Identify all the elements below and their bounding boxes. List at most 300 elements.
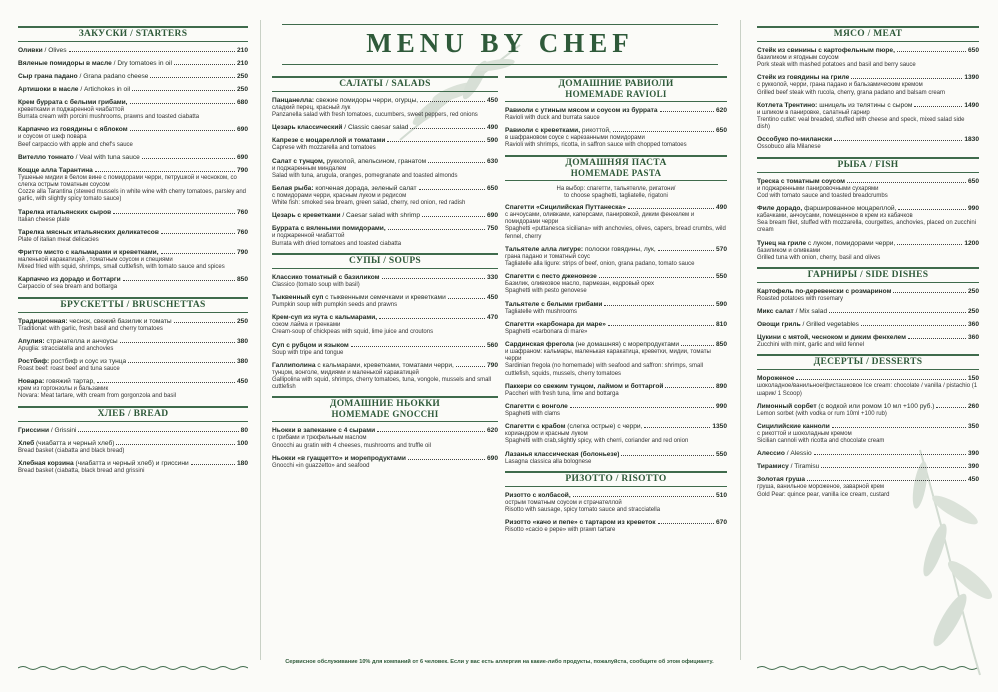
menu-item-line xyxy=(272,455,498,463)
section-heading-text: ЗАКУСКИ / STARTERS xyxy=(78,29,188,39)
menu-item-name: Тирамису xyxy=(757,463,789,471)
menu-item-name: Ньокки в запекание с 4 сырами xyxy=(272,427,376,435)
menu-item xyxy=(757,308,979,316)
column-3 xyxy=(505,72,727,539)
menu-item-name: Мороженое xyxy=(757,375,795,383)
menu-item-name: Апулия: xyxy=(18,337,45,345)
leader-dots xyxy=(832,427,966,428)
menu-item-price: 390 xyxy=(967,450,979,458)
menu-item-name-wrap xyxy=(757,102,912,110)
section-heading xyxy=(757,267,979,283)
menu-item-price: 990 xyxy=(967,205,979,213)
menu-item xyxy=(505,107,727,122)
menu-item-name-wrap xyxy=(18,427,76,435)
menu-item-name-wrap xyxy=(757,178,845,186)
leader-dots xyxy=(599,277,714,278)
menu-item-line xyxy=(757,403,979,411)
menu-item-name-extra: говяжий тартар, xyxy=(44,378,95,386)
menu-item-name: Равиоли с утиным мясом и соусом из бурратa xyxy=(505,107,658,114)
menu-item-name-extra: шницель из телятины с сыром xyxy=(817,101,913,109)
menu-item-name: Спагетти с вонголе xyxy=(505,403,568,411)
menu-item xyxy=(18,440,248,455)
menu-item xyxy=(272,124,498,132)
menu-item-price: 250 xyxy=(236,317,248,325)
leader-dots xyxy=(174,322,235,323)
section-fish xyxy=(757,157,979,262)
menu-item-name-wrap xyxy=(18,209,111,217)
section-heading xyxy=(272,396,498,422)
menu-item-name: Гриссини xyxy=(18,426,49,434)
menu-item-name-wrap xyxy=(757,334,906,342)
menu-item xyxy=(18,73,248,81)
menu-item-name: Цукини с мятой, чесноком и диким фенхелем xyxy=(757,334,907,342)
menu-item xyxy=(272,225,498,247)
menu-item xyxy=(18,209,248,224)
menu-item-line xyxy=(757,375,979,383)
menu-item-price: 490 xyxy=(486,124,498,132)
menu-item-description: Lasagna classica alla bolognese xyxy=(505,458,592,465)
menu-item-name-wrap xyxy=(505,451,619,459)
leader-dots xyxy=(379,318,485,319)
menu-item-name: Тальятеле алла лигуре: xyxy=(505,245,584,253)
menu-item xyxy=(505,492,727,514)
menu-item-description: Pumpkin soup with pumpkin seeds and prawns xyxy=(272,302,398,309)
leader-dots xyxy=(897,51,966,52)
menu-item-price: 670 xyxy=(715,519,727,527)
section-heading-text: ДЕСЕРТЫ / DESSERTS xyxy=(813,357,923,368)
menu-item xyxy=(757,476,979,498)
column-4 xyxy=(757,22,979,504)
menu-item-name-wrap xyxy=(757,240,895,248)
menu-item-name: Цезарь классический xyxy=(272,124,343,132)
menu-item-name: Овощи гриль xyxy=(757,321,801,329)
section-heading xyxy=(505,155,727,181)
menu-item-name-extra: (не домашняя) с морепродуктами xyxy=(573,341,680,349)
leader-dots xyxy=(861,325,966,326)
leader-dots xyxy=(174,64,235,65)
menu-item-price: 760 xyxy=(236,228,248,236)
menu-item-line xyxy=(272,212,498,220)
menu-item-price: 790 xyxy=(236,166,248,174)
menu-item xyxy=(272,362,498,392)
menu-item-name: Стейк из говядины на гриле xyxy=(757,74,850,82)
menu-item-name-extra: / Alessio xyxy=(784,450,812,458)
menu-item-name: Артишоки в масле xyxy=(18,86,79,93)
menu-item-price: 650 xyxy=(967,47,979,54)
menu-item-line xyxy=(757,47,979,55)
menu-item xyxy=(757,288,979,303)
menu-item-name: Ризотто с колбасой, xyxy=(505,491,571,499)
menu-item-name: Крем-суп из нута с кальмарами, xyxy=(272,314,378,322)
menu-item-name: Белая рыба: xyxy=(272,185,314,193)
menu-item-name-wrap xyxy=(272,342,349,350)
menu-item-name-wrap xyxy=(505,383,663,391)
menu-item xyxy=(272,185,498,207)
menu-item-name: Тыквенный суп xyxy=(272,294,324,302)
menu-item-name-wrap xyxy=(272,137,385,145)
service-note: Сервисное обслуживание 10% для компаний от 6 человек. Если у вас есть аллергия на какие-либо продукты, пожалуйста, сообщите об этом официанту. xyxy=(285,659,714,665)
menu-item-name-wrap xyxy=(757,423,830,431)
menu-item-name: Новара: xyxy=(18,378,45,386)
menu-item-description: креветками и поджаренной чиабаттой Burrata cream with porcini mushrooms, prawns and toasted ciabatta xyxy=(18,107,200,121)
menu-item-line xyxy=(757,423,979,431)
leader-dots xyxy=(420,101,485,102)
menu-item xyxy=(505,273,727,295)
menu-item-price: 380 xyxy=(236,358,248,366)
menu-item-line xyxy=(272,185,498,193)
menu-item-name: Тунец на гриле xyxy=(757,239,807,247)
menu-item-line xyxy=(272,124,498,132)
menu-item-name: Лазанья классическая (болоньезе) xyxy=(505,450,620,458)
menu-item-name: Картофель по-деревенски с розмарином xyxy=(757,288,892,296)
leader-dots xyxy=(120,342,235,343)
menu-item-price: 570 xyxy=(715,245,727,253)
menu-item-name-wrap xyxy=(505,301,602,309)
column-divider xyxy=(260,20,261,660)
menu-item-price: 1390 xyxy=(964,74,979,82)
menu-item-line xyxy=(757,136,979,144)
menu-item-description: груша, ванильное мороженое, заварной крем Gold Pear: quince pear, vanilla ice cream, custard xyxy=(757,484,890,498)
leader-dots xyxy=(78,431,238,432)
menu-item-name: Кощце алла Тарантина xyxy=(18,166,93,174)
menu-item xyxy=(272,427,498,449)
menu-item xyxy=(18,378,248,400)
menu-item-name-extra: фаршированное моцареллой, xyxy=(802,205,897,213)
menu-item-name-wrap xyxy=(18,73,148,81)
section-heading xyxy=(757,354,979,370)
menu-item-name: Спагетти с крабом xyxy=(505,423,566,431)
menu-item-name: Хлеб xyxy=(18,439,35,447)
menu-item-name-extra: / Classic caesar salad xyxy=(342,124,409,132)
menu-item-price: 690 xyxy=(236,153,248,161)
menu-item-name-wrap xyxy=(18,318,172,326)
menu-item-line xyxy=(272,158,498,166)
page-title: MENU BY CHEF xyxy=(366,28,634,58)
menu-item-name-wrap xyxy=(18,358,126,366)
menu-item-description: Spaghetti «carbonara di mare» xyxy=(505,328,588,335)
menu-item xyxy=(272,274,498,289)
leader-dots xyxy=(893,292,966,293)
menu-item-description: базиликом и оливками Grilled tuna with onion, cherry, basil and olives xyxy=(757,247,881,261)
menu-item-line xyxy=(505,451,727,459)
leader-dots xyxy=(908,338,966,339)
menu-item-name: Тальятеле с белыми грибами xyxy=(505,300,603,308)
menu-item-price: 180 xyxy=(236,459,248,467)
menu-item-name: Хлебная корзина xyxy=(18,459,74,467)
menu-item-name: Цезарь с креветками xyxy=(272,212,341,220)
menu-item xyxy=(757,47,979,69)
menu-item-name: Ризотто «качо и пепе» с тартаром из креветок xyxy=(505,519,656,527)
column-divider xyxy=(740,20,741,660)
menu-item-description: Roast beef: roast beef and tuna sauce xyxy=(18,366,120,373)
leader-dots xyxy=(428,162,485,163)
section-heading-text: РЫБА / FISH xyxy=(837,159,899,170)
menu-item xyxy=(272,158,498,180)
menu-item-description: Paccheri with fresh tuna, lime and bottarga xyxy=(505,390,619,397)
menu-item xyxy=(757,240,979,262)
section-heading xyxy=(757,26,979,42)
menu-item-name-extra: / Dry tomatoes in oil xyxy=(111,60,172,67)
menu-item-line xyxy=(18,358,248,366)
menu-item-name-wrap xyxy=(18,60,172,68)
menu-item xyxy=(505,403,727,418)
menu-item-name-wrap xyxy=(757,136,832,144)
menu-item-name: Фритто мисто с кальмарами и креветками, xyxy=(18,249,159,257)
menu-item-price: 260 xyxy=(967,402,979,410)
menu-item-price: 100 xyxy=(236,439,248,447)
leader-dots xyxy=(161,253,235,254)
section-heading-text: ДОМАШНИЕ РАВИОЛИ xyxy=(558,79,674,89)
menu-item-name: Сицилийские канноли xyxy=(757,423,830,431)
section-heading xyxy=(18,406,248,422)
menu-item-name-wrap xyxy=(757,205,896,213)
menu-item xyxy=(18,249,248,271)
menu-item-name-extra: / Caesar salad with shrimp xyxy=(340,212,421,220)
menu-item-price: 1490 xyxy=(964,101,979,109)
leader-dots xyxy=(936,407,966,408)
menu-item-name-extra: полоски говядины, лук, xyxy=(583,245,656,253)
leader-dots xyxy=(123,280,235,281)
menu-item xyxy=(757,321,979,329)
leader-dots xyxy=(621,455,714,456)
menu-item-name-extra: / Grissini xyxy=(49,426,77,434)
section-meat xyxy=(757,26,979,152)
leader-dots xyxy=(410,128,485,129)
menu-item-line xyxy=(757,450,979,458)
menu-item-name-wrap xyxy=(18,338,118,346)
menu-item-name: Котлета Трентино: xyxy=(757,101,818,109)
wave-ornament-right xyxy=(757,665,979,671)
menu-item-price: 450 xyxy=(486,294,498,302)
menu-item-description: и шпиком в панировке, салатный гарнир Trentino cutlet: veal breaded, stuffed with cheese and speck, mixed salad side dish) xyxy=(757,109,965,131)
menu-item-name-extra: копченая дорада, зеленый салат xyxy=(313,185,417,193)
leader-dots xyxy=(814,454,966,455)
menu-item-line xyxy=(18,276,248,284)
menu-item-line xyxy=(757,321,979,329)
menu-item-price: 330 xyxy=(486,273,498,281)
menu-item-price: 450 xyxy=(236,378,248,386)
menu-item-line xyxy=(18,229,248,237)
menu-item xyxy=(757,375,979,397)
menu-item-name: Спагетти с песто дженовезе xyxy=(505,273,597,281)
menu-item-line xyxy=(272,427,498,435)
leader-dots xyxy=(665,387,714,388)
section-note: На выбор: спагетти, тальятелле, ригатони/ to choose spaghetti, tagliatelle, rigatoni xyxy=(556,185,676,199)
menu-item-price: 210 xyxy=(236,47,248,54)
leader-dots xyxy=(408,459,485,460)
menu-item-description: соком лайма и гренками Cream-soup of chickpeas with squid, lime juice and croutons xyxy=(272,322,434,336)
menu-item-price: 80 xyxy=(240,426,248,434)
menu-item-price: 350 xyxy=(967,423,979,431)
leader-dots xyxy=(644,427,710,428)
menu-item-name-extra: (с водкой или ромом 10 мл +100 руб.) xyxy=(816,402,935,410)
menu-item-price: 360 xyxy=(967,334,979,342)
menu-item-line xyxy=(757,102,979,110)
section-pasta xyxy=(505,155,727,466)
menu-item-description: шоколадное/ванильное/фисташковое Ice cream: chocolate / vanilla / pistachio (1 шарик/ 1 Scoop) xyxy=(757,383,978,397)
menu-item-price: 250 xyxy=(236,73,248,80)
section-ravioli xyxy=(505,76,727,150)
section-heading-text: ДОМАШНЯЯ ПАСТА xyxy=(565,157,667,168)
menu-item xyxy=(18,358,248,373)
menu-item-name-wrap xyxy=(272,455,406,463)
menu-item-description: Bread basket (ciabatta, black bread and grissini xyxy=(18,467,145,474)
menu-item-line xyxy=(18,73,248,81)
menu-item xyxy=(272,455,498,470)
menu-item-line xyxy=(18,86,248,94)
section-sides xyxy=(757,267,979,349)
menu-item-name: Равиоли с креветками, xyxy=(505,127,581,135)
menu-item-price: 550 xyxy=(715,450,727,458)
leader-dots xyxy=(95,171,235,172)
menu-item-name: Капрезе с моцареллой и томатами xyxy=(272,137,386,145)
menu-item-name-wrap xyxy=(18,249,159,257)
menu-item-name-wrap xyxy=(18,47,67,55)
menu-item-name: Сыр грана падано xyxy=(18,73,78,80)
menu-item-description: Spaghetti with clams xyxy=(505,411,561,418)
menu-item-name-wrap xyxy=(505,341,679,349)
menu-item-name-wrap xyxy=(18,154,140,162)
menu-item-name-extra: / Veal with tuna sauce xyxy=(73,153,140,161)
menu-item-name-wrap xyxy=(505,423,642,431)
menu-item-price: 760 xyxy=(236,208,248,216)
menu-item-description: Apuglia: stracciatella and anchovies xyxy=(18,345,114,352)
menu-item-line xyxy=(757,288,979,296)
menu-item-line xyxy=(505,492,727,500)
menu-item-name: Сардинская фрегола xyxy=(505,341,574,349)
menu-item-description: Traditional: with garlic, fresh basil and cherry tomatoes xyxy=(18,325,163,332)
menu-item-price: 470 xyxy=(486,314,498,322)
title-rule-bottom xyxy=(282,64,718,65)
menu-item xyxy=(272,97,498,119)
leader-dots xyxy=(150,77,235,78)
leader-dots xyxy=(796,379,966,380)
menu-item-name-extra: / Artichokes in oil xyxy=(78,86,131,93)
menu-item-description: крем из горгонзолы и бальзамик Novara: Meat tartare, with cream from gorgonzola and basil xyxy=(18,386,177,400)
menu-item-description: базиликом и ягодным соусом Pork steak with mashed potatoes and basil and berry sauce xyxy=(757,55,916,69)
section-desserts xyxy=(757,354,979,498)
menu-item-name: Карпаччо из говядины с яблоком xyxy=(18,126,128,134)
menu-item-description: Bread basket (ciabatta and black bread) xyxy=(18,447,125,454)
menu-item-name-extra: / Mix salad xyxy=(793,308,828,316)
menu-item-line xyxy=(18,249,248,257)
menu-item-name: Тарелка мясных итальянских деликатесов xyxy=(18,228,159,236)
menu-item xyxy=(18,99,248,121)
menu-item-description: Gnocchi «in guazzetto» and seafood xyxy=(272,462,370,469)
section-heading-english: HOMEMADE RAVIOLI xyxy=(565,89,667,99)
menu-item xyxy=(757,178,979,200)
menu-item xyxy=(18,318,248,333)
menu-item-name-wrap xyxy=(757,463,819,471)
menu-item xyxy=(272,137,498,152)
menu-item xyxy=(505,341,727,378)
section-heading-text: САЛАТЫ / SALADS xyxy=(339,79,431,89)
menu-item-line xyxy=(272,362,498,370)
section-heading xyxy=(757,157,979,173)
leader-dots xyxy=(130,103,235,104)
menu-item xyxy=(505,301,727,316)
menu-item-line xyxy=(18,460,248,468)
menu-item-name: Ньокки «в гуаццетто» и морепродуктами xyxy=(272,454,406,462)
menu-item-description: грана падано и томатный соус Tagliatelle alla ligure: strips of beef, onion, grana padano, tomato sauce xyxy=(505,253,695,268)
menu-item-price: 620 xyxy=(486,427,498,435)
section-starters xyxy=(18,26,248,292)
leader-dots xyxy=(604,305,714,306)
menu-item-name-wrap xyxy=(18,229,159,237)
menu-item-name-extra: / Grilled vegetables xyxy=(800,321,859,329)
menu-item-line xyxy=(505,321,727,329)
menu-item-description: Roasted potatoes with rosemary xyxy=(757,296,844,303)
menu-item-name-extra: / Olives xyxy=(42,47,67,54)
menu-item-name-extra: (слегка острые) с черри, xyxy=(565,423,643,431)
menu-item xyxy=(505,204,727,241)
section-salads xyxy=(272,76,498,248)
menu-item-name: Карпаччо из дорадо и боттарги xyxy=(18,276,121,284)
menu-item-name: Оливки xyxy=(18,47,43,54)
menu-item xyxy=(18,126,248,148)
menu-item xyxy=(18,154,248,162)
menu-item-description: маленькой каракатицей , томатным соусом и специями Mixed fried with squid, shrimps, small cuttlefish, with tomato sauce and spices xyxy=(18,257,225,271)
menu-item xyxy=(18,460,248,475)
menu-item xyxy=(18,276,248,291)
menu-item-description: и соусом от шеф повара Beef carpaccio with apple and chef's sauce xyxy=(18,134,133,148)
menu-item-description: Risotto «cacio e pepe» with prawn tartare xyxy=(505,527,616,534)
leader-dots xyxy=(116,444,235,445)
menu-item-name: Спагетти «карбонара ди маре» xyxy=(505,320,606,328)
menu-item-price: 250 xyxy=(967,308,979,316)
menu-item-line xyxy=(757,334,979,342)
title-rule-top xyxy=(282,24,718,25)
menu-item-name-wrap xyxy=(18,378,95,386)
menu-item-description: Тушеные мидии в белом вине с помидорами черри, петрушкой и чесноком, со слегка острым томатным соусом Cozze alla Tarantina (stewed mussels in white wine with cherry tomatoes, parsley and garlic, with slightly spicy tomato sauce) xyxy=(18,174,246,203)
menu-item-name: Ростбиф: xyxy=(18,358,50,366)
menu-item-description: Ravioli with duck and burrata sauce xyxy=(505,115,600,121)
section-heading xyxy=(505,76,727,102)
menu-item-price: 650 xyxy=(715,127,727,135)
menu-item-price: 550 xyxy=(715,273,727,281)
menu-item xyxy=(757,423,979,445)
menu-item-price: 1200 xyxy=(964,239,979,247)
menu-item-description: Plate of italian meat delicacies xyxy=(18,236,99,243)
menu-item-description: и поджаренной чиабаттой Burrata with dried tomatoes and toasted ciabatta xyxy=(272,233,402,247)
menu-item-line xyxy=(18,167,248,175)
leader-dots xyxy=(821,467,966,468)
menu-item-price: 380 xyxy=(236,337,248,345)
section-heading-text: МЯСО / MEAT xyxy=(833,29,903,39)
menu-item-line xyxy=(18,338,248,346)
menu-item-description: и шафраном: кальмары, маленькая каракатица, креветки, мидии, томаты черри Sardinian fregola (no homemade) with seafood and saffron: shrimps, small cuttlefish, squids, mussels, cherry tomatoes xyxy=(505,349,711,377)
menu-item-name: Спагетти «Сицилийская Путтанеска» xyxy=(505,204,626,212)
menu-item-line xyxy=(757,240,979,248)
menu-item-line xyxy=(505,107,727,115)
menu-item-price: 620 xyxy=(715,107,727,114)
menu-item-line xyxy=(757,178,979,186)
menu-item-price: 680 xyxy=(236,99,248,106)
menu-item-line xyxy=(505,246,727,254)
menu-item xyxy=(18,338,248,353)
menu-item-name-extra: (чиабатта и черный хлеб) xyxy=(34,439,115,447)
menu-item-description: кабачками, анчоусами, помещенное в крем из кабачков Sea bream filet, stuffed with mozzarella, courgettes, anchovies, placed on zucchini cream xyxy=(757,213,977,234)
menu-item-description: с анчоусами, оливками, каперсами, панировкой, диким фенхелем и помидорами черри Spaghetti «puttanesca siciliana» with anchovies, olives, capers, bread crumbs, wild fennel, cherry xyxy=(505,212,726,240)
menu-item xyxy=(505,451,727,466)
menu-item xyxy=(272,314,498,336)
leader-dots xyxy=(914,106,962,107)
menu-item-price: 690 xyxy=(486,212,498,220)
menu-item-price: 690 xyxy=(486,454,498,462)
menu-item-price: 990 xyxy=(715,403,727,411)
menu-item-name: Салат с тунцом, xyxy=(272,157,325,165)
menu-item-name: Золотая груша xyxy=(757,476,806,484)
